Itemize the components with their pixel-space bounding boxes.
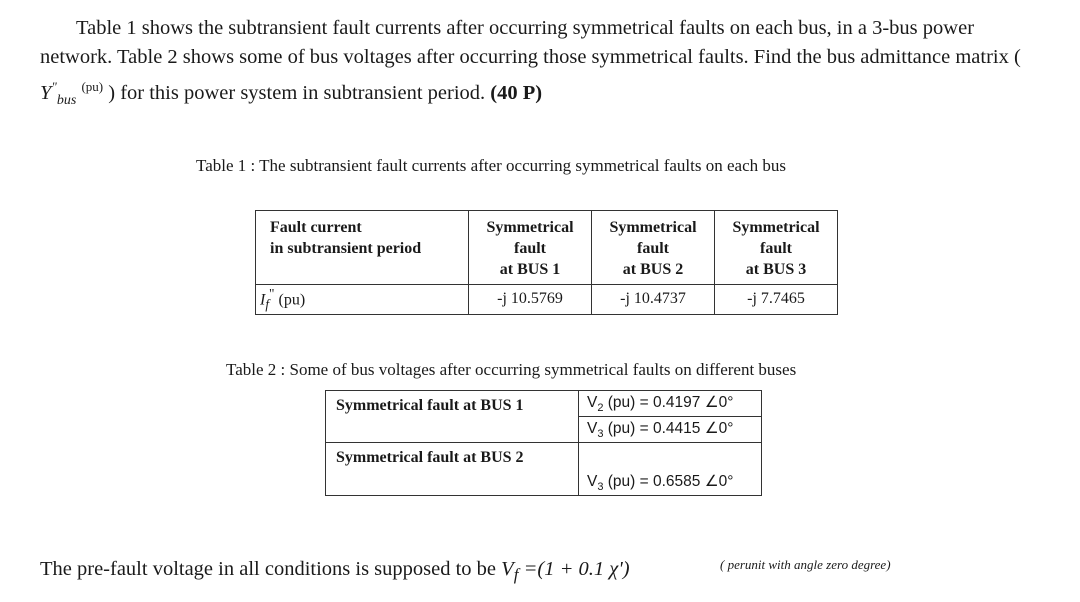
v-sub: 3 <box>597 481 604 494</box>
voltage-v3-bus2 <box>579 443 762 496</box>
current-unit: (pu) <box>278 291 306 309</box>
v-value: (pu) = 0.4197 ∠0° <box>603 394 734 411</box>
header-bus3 <box>715 211 838 285</box>
v-symbol: V <box>587 420 598 438</box>
col-line3: at BUS 2 <box>622 261 684 278</box>
col-line2: fault <box>637 240 669 257</box>
value-bus2: -j 10.4737 <box>592 285 715 315</box>
ybus-subscript: bus <box>56 93 77 109</box>
ybus-superscript: (pu) <box>81 79 104 94</box>
intro-text: Table 1 shows the subtransient fault currents after occurring symmetrical faults on each bus, in a 3-bus power network. Table 2 shows some of bus voltages after occurring those symmetrical faults. Find the bus admittance matrix ( <box>40 17 1021 68</box>
row-label-if <box>256 285 469 315</box>
table-row <box>326 391 762 417</box>
ybus-symbol <box>40 79 77 109</box>
col-line2: fault <box>514 240 546 257</box>
header-line1: Fault current <box>270 219 362 236</box>
row-label-bus2: Symmetrical fault at BUS 2 <box>326 443 579 496</box>
col-line1: Symmetrical <box>732 219 820 236</box>
v-sub: 3 <box>597 428 604 441</box>
voltage-v3 <box>579 417 762 443</box>
v-value: (pu) = 0.6585 ∠0° <box>603 473 734 491</box>
header-bus2 <box>592 211 715 285</box>
current-sub: f <box>265 296 270 312</box>
v-value: (pu) = 0.4415 ∠0° <box>603 420 734 438</box>
ybus-prime: " <box>51 79 57 95</box>
col-line2: fault <box>760 240 792 257</box>
header-bus1 <box>469 211 592 285</box>
col-line1: Symmetrical <box>609 219 697 236</box>
v-symbol: V <box>587 394 598 411</box>
footer-text: The pre-fault voltage in all conditions is supposed to be <box>40 558 502 580</box>
table2-caption: Table 2 : Some of bus voltages after occurring symmetrical faults on different buses <box>226 360 797 379</box>
table1-caption: Table 1 : The subtransient fault currents after occurring symmetrical faults on each bus <box>196 156 786 175</box>
col-line3: at BUS 3 <box>745 261 807 278</box>
current-prime: " <box>269 286 275 301</box>
value-bus1: -j 10.5769 <box>469 285 592 315</box>
prefault-voltage-statement <box>40 558 630 585</box>
ybus-letter: Y <box>40 82 52 104</box>
col-line3: at BUS 1 <box>499 261 561 278</box>
table-header-row <box>256 211 838 285</box>
header-fault-current <box>256 211 469 285</box>
value-bus3: -j 7.7465 <box>715 285 838 315</box>
table-row <box>326 443 762 496</box>
header-line2: in subtransient period <box>270 240 422 257</box>
col-line1: Symmetrical <box>486 219 574 236</box>
current-symbol: I <box>260 291 266 309</box>
v-symbol: V <box>587 473 598 491</box>
voltage-v2 <box>579 391 762 417</box>
bus-voltage-table <box>325 390 762 496</box>
perunit-note: ( perunit with angle zero degree) <box>720 557 891 572</box>
vf-symbol: V <box>501 558 514 580</box>
row-label-bus1: Symmetrical fault at BUS 1 <box>326 391 579 443</box>
table-row <box>256 285 838 315</box>
problem-statement <box>40 14 1030 115</box>
vf-formula: =(1 + 0.1 χ') <box>518 558 630 580</box>
intro-text-after: ) for this power system in subtransient period. <box>103 82 491 104</box>
vf-subscript: f <box>513 565 519 585</box>
v-sub: 2 <box>597 402 604 415</box>
points-label: (40 P) <box>490 82 543 104</box>
fault-current-table <box>255 210 838 315</box>
